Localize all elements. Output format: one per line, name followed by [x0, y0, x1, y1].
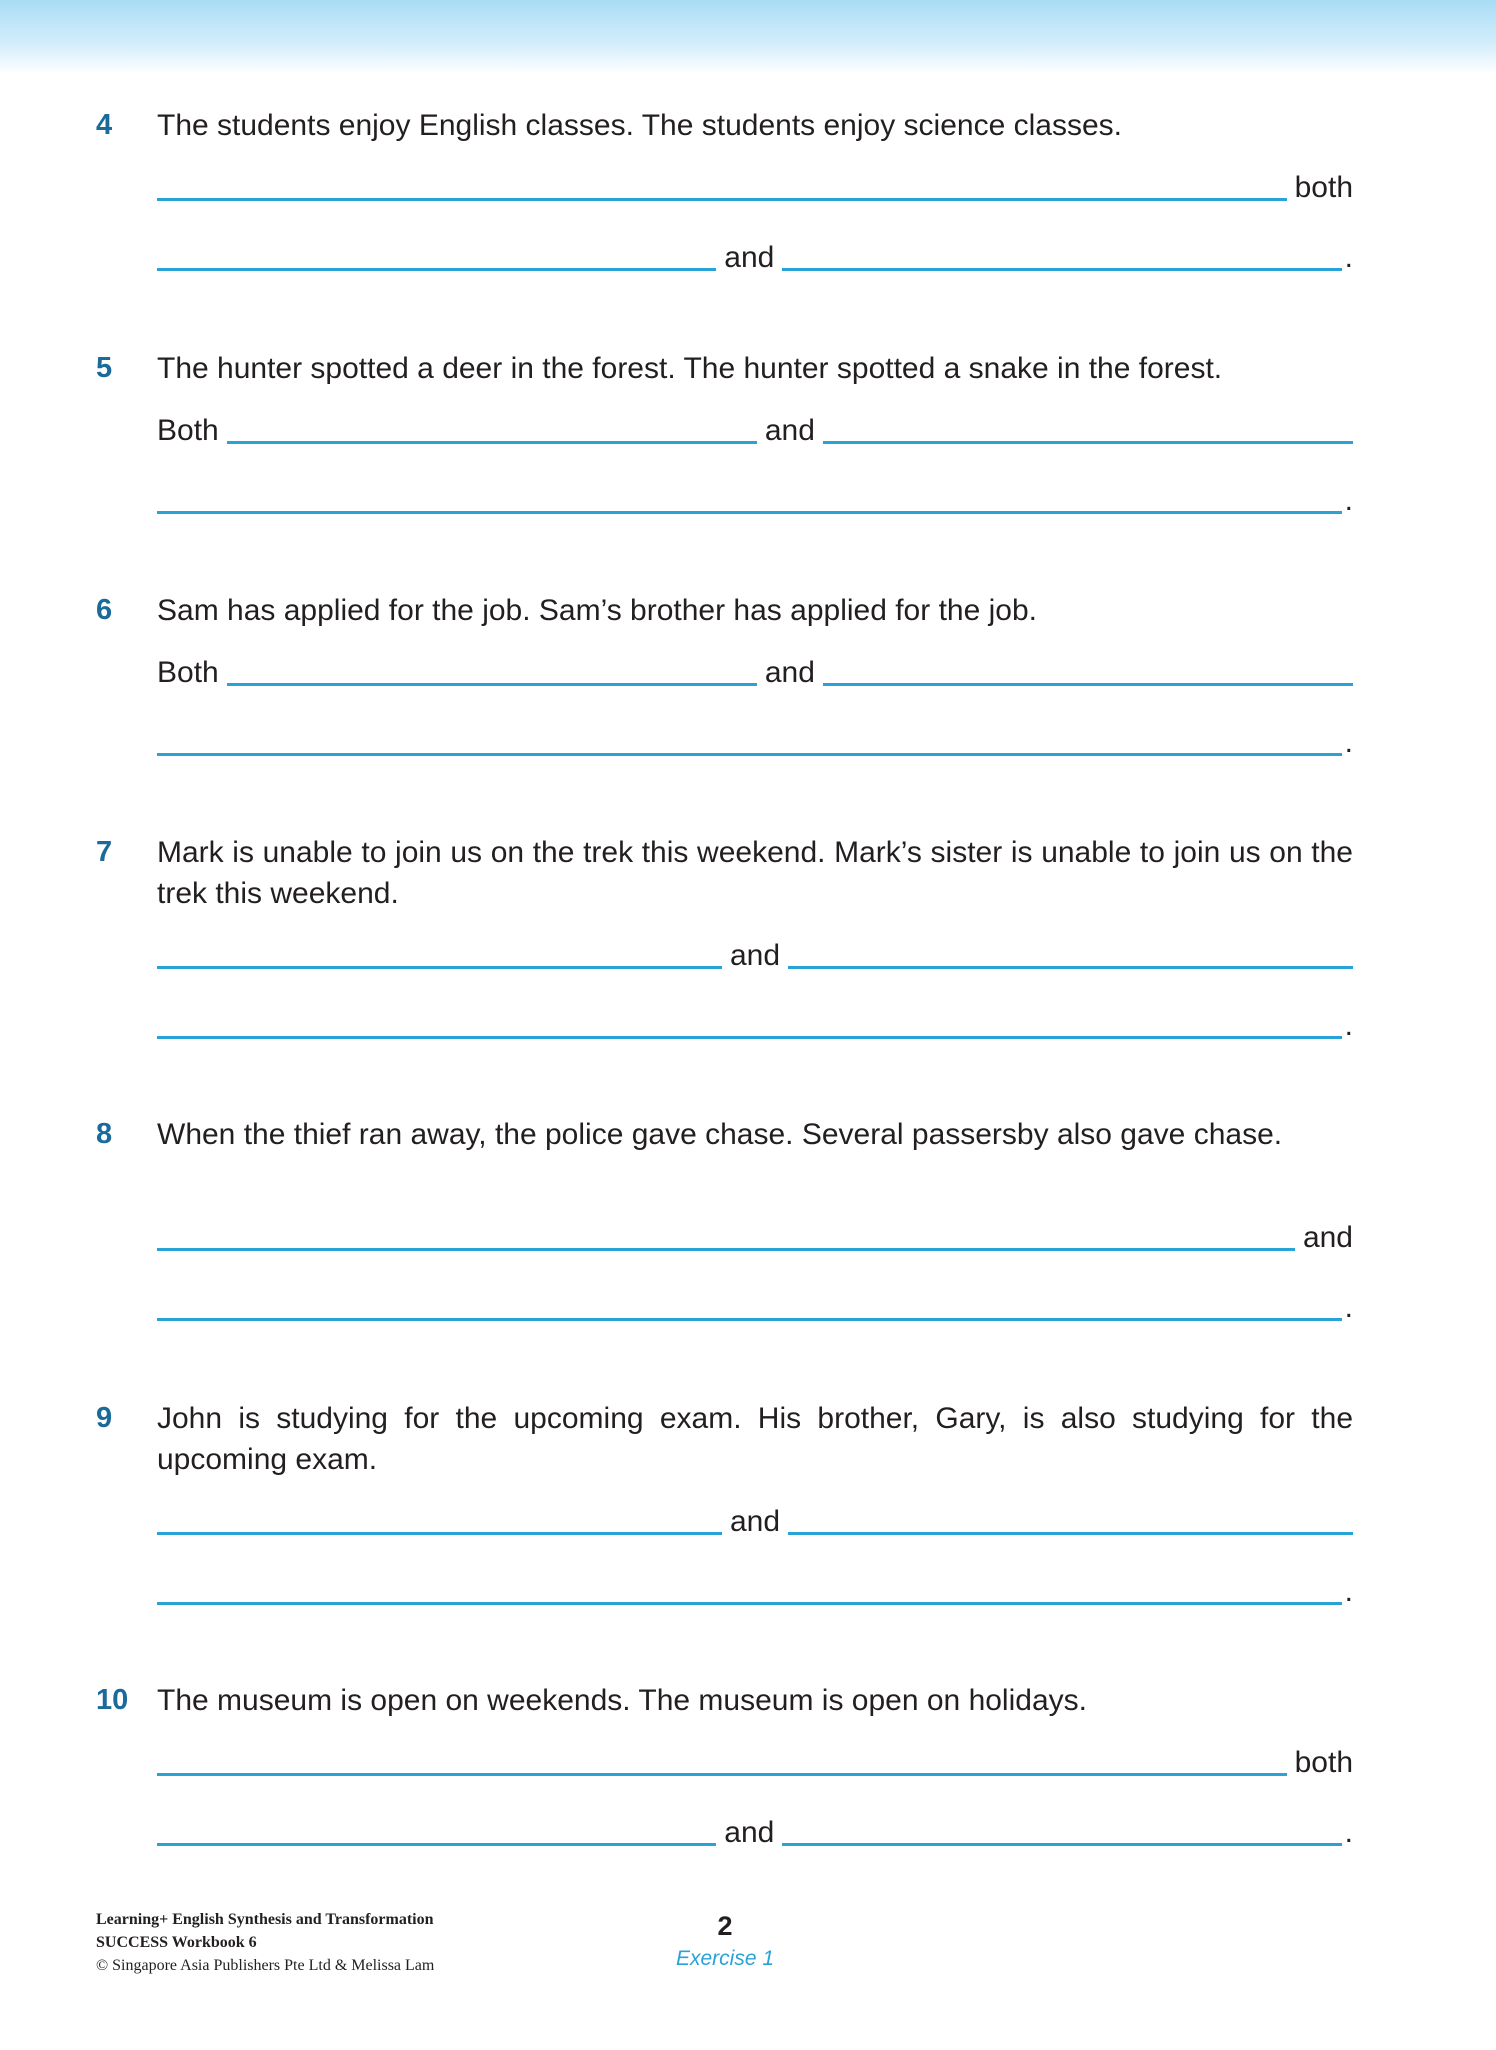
question-prompt: John is studying for the upcoming exam. His brother, Gary, is also studying for the upcoming exam.	[157, 1402, 1353, 1476]
question-number: 4	[96, 109, 113, 141]
answer-row	[157, 620, 1353, 690]
answer-area	[157, 1710, 1353, 1850]
answer-blank-line[interactable]	[157, 1532, 722, 1535]
full-stop: .	[1344, 1575, 1353, 1608]
answer-row	[157, 1539, 1353, 1609]
answer-area	[157, 620, 1353, 760]
full-stop: .	[1344, 1291, 1353, 1324]
question-number: 9	[96, 1402, 113, 1434]
question-number: 10	[96, 1684, 129, 1716]
answer-blank-line[interactable]	[157, 511, 1342, 514]
connector-word: Both	[157, 414, 219, 447]
answer-row	[157, 1710, 1353, 1780]
connector-word: and	[729, 939, 781, 972]
full-stop: .	[1344, 726, 1353, 759]
question-number: 5	[96, 352, 113, 384]
question-prompt: Mark is unable to join us on the trek this weekend. Mark’s sister is unable to join us on the trek this weekend.	[157, 836, 1353, 910]
answer-row	[157, 1255, 1353, 1325]
answer-blank-line[interactable]	[157, 1318, 1342, 1321]
footer-credits	[96, 1908, 434, 1977]
answer-blank-line[interactable]	[782, 268, 1341, 271]
full-stop: .	[1344, 484, 1353, 517]
answer-area	[157, 378, 1353, 518]
answer-row	[157, 135, 1353, 205]
answer-row	[157, 973, 1353, 1043]
answer-blank-line[interactable]	[157, 966, 722, 969]
answer-area	[157, 1185, 1353, 1325]
answer-blank-line[interactable]	[227, 441, 757, 444]
connector-word: and	[764, 656, 815, 689]
copyright: © Singapore Asia Publishers Pte Ltd & Melissa Lam	[96, 1957, 435, 1974]
full-stop: .	[1344, 1816, 1353, 1849]
answer-row	[157, 378, 1353, 448]
answer-row	[157, 1469, 1353, 1539]
answer-blank-line[interactable]	[157, 1602, 1342, 1605]
header-gradient-band	[0, 0, 1496, 74]
answer-blank-line[interactable]	[157, 198, 1287, 201]
answer-row	[157, 1185, 1353, 1255]
answer-row	[157, 448, 1353, 518]
book-title: Learning+ English Synthesis and Transformation	[96, 1911, 434, 1928]
answer-blank-line[interactable]	[157, 1773, 1287, 1776]
connector-word: and	[1302, 1221, 1353, 1254]
answer-area	[157, 1469, 1353, 1609]
answer-row	[157, 690, 1353, 760]
full-stop: .	[1344, 241, 1353, 274]
answer-row	[157, 903, 1353, 973]
answer-blank-line[interactable]	[782, 1843, 1341, 1846]
answer-row	[157, 205, 1353, 275]
question-prompt: The hunter spotted a deer in the forest. The hunter spotted a snake in the forest.	[157, 352, 1223, 385]
answer-blank-line[interactable]	[823, 441, 1353, 444]
answer-blank-line[interactable]	[157, 1843, 716, 1846]
connector-word: and	[764, 414, 815, 447]
answer-blank-line[interactable]	[227, 683, 757, 686]
connector-word: and	[729, 1505, 781, 1538]
question-number: 6	[96, 594, 113, 626]
connector-word: and	[724, 1816, 775, 1849]
full-stop: .	[1344, 1009, 1353, 1042]
answer-blank-line[interactable]	[788, 966, 1353, 969]
answer-blank-line[interactable]	[157, 1036, 1342, 1039]
exercise-label: Exercise 1	[675, 1947, 775, 1970]
answer-area	[157, 903, 1353, 1043]
answer-blank-line[interactable]	[157, 268, 716, 271]
question-number: 7	[96, 836, 113, 868]
connector-word: both	[1294, 171, 1353, 204]
connector-word: and	[724, 241, 775, 274]
question-prompt: Sam has applied for the job. Sam’s brother has applied for the job.	[157, 594, 1037, 627]
question-prompt: When the thief ran away, the police gave chase. Several passersby also gave chase.	[157, 1118, 1283, 1151]
page-number: 2	[717, 1911, 733, 1941]
answer-blank-line[interactable]	[823, 683, 1353, 686]
answer-row	[157, 1780, 1353, 1850]
answer-blank-line[interactable]	[157, 753, 1342, 756]
answer-blank-line[interactable]	[157, 1248, 1295, 1251]
question-number: 8	[96, 1118, 113, 1150]
answer-area	[157, 135, 1353, 275]
connector-word: Both	[157, 656, 219, 689]
answer-blank-line[interactable]	[788, 1532, 1353, 1535]
book-series: SUCCESS Workbook 6	[96, 1934, 257, 1951]
question-prompt: The students enjoy English classes. The students enjoy science classes.	[157, 109, 1122, 142]
question-prompt: The museum is open on weekends. The museum is open on holidays.	[157, 1684, 1087, 1717]
connector-word: both	[1294, 1746, 1353, 1779]
